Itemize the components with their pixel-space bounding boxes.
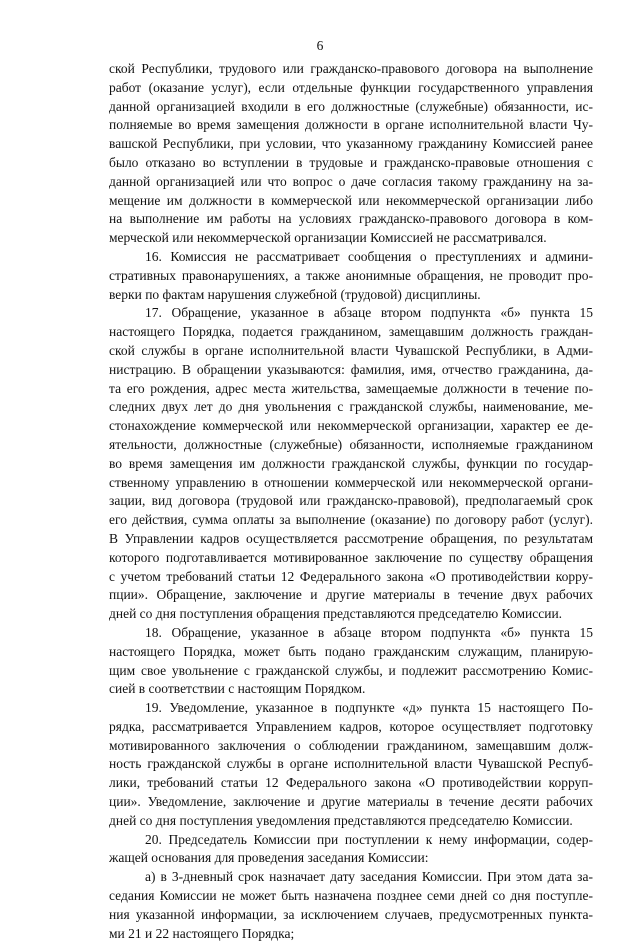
text-line: ния указанной информации, за исключением случаев, предусмотренных пункта-: [109, 906, 593, 922]
text-line: та его рождения, адрес места жительства, замещаемые должности в течение по-: [109, 380, 593, 396]
text-line: на выполнение им работы на условиях гражданско-правового договора в ком-: [109, 211, 593, 227]
document-body: [109, 60, 593, 943]
text-line: 20. Председатель Комиссии при поступлении к нему информации, содер-: [145, 831, 593, 847]
text-line: данной организацией входили в его должностные (служебные) обязанности, ис-: [109, 98, 593, 114]
text-line: верки по фактам нарушения служебной (трудовой) дисциплины.: [109, 286, 481, 302]
text-line: седания Комиссии не может быть назначена позднее семи дней со дня поступле-: [109, 888, 593, 904]
paragraph: [109, 60, 593, 248]
text-line: а) в 3-дневный срок назначает дату заседания Комиссии. При этом дата за-: [145, 869, 593, 885]
text-line: данной организацией или что вопрос о даче согласия такому гражданину на за-: [109, 173, 593, 189]
text-line: ятельности, должностные (служебные) обязанности, исполняемые гражданином: [109, 436, 593, 452]
text-line: 18. Обращение, указанное в абзаце втором подпункта «б» пункта 15: [145, 624, 593, 640]
page-number: 6: [316, 38, 324, 53]
text-line: пции». Обращение, заключение и другие материалы в течение двух рабочих: [109, 587, 593, 603]
text-line: лики, требований статьи 12 Федерального закона «О противодействии корруп-: [109, 775, 593, 791]
text-line: мерческой или некоммерческой организации Комиссией не рассматривался.: [109, 230, 547, 246]
text-line: ственному управлению в отношении коммерческой или некоммерческой органи-: [109, 474, 593, 490]
text-line: рядка, рассматривается Управлением кадров, которое осуществляет подготовку: [109, 718, 593, 734]
text-line: дней со дня поступления уведомления представляются председателю Комиссии.: [109, 812, 573, 828]
text-line: вашской Республики, при условии, что указанному гражданину Комиссией ранее: [109, 136, 593, 152]
text-line: сией в соответствии с настоящим Порядком.: [109, 681, 366, 697]
text-line: ми 21 и 22 настоящего Порядка;: [109, 925, 295, 941]
paragraph: [109, 304, 593, 624]
text-line: ции». Уведомление, заключение и другие материалы в течение десяти рабочих: [109, 794, 593, 810]
text-line: стонахождение коммерческой или некоммерческой организации, характер ее де-: [109, 418, 593, 434]
text-line: его действия, сумма оплаты за выполнение (оказание) по договору работ (услуг).: [109, 512, 593, 528]
text-line: во время замещения им должности гражданской службы, функции по государ-: [109, 455, 593, 471]
text-line: жащей основания для проведения заседания Комиссии:: [109, 850, 429, 866]
paragraph: [109, 624, 593, 699]
text-line: ность гражданской службы в органе исполнительной власти Чувашской Респуб-: [109, 756, 593, 772]
text-line: зации, вид договора (трудовой или гражданско-правовой), предполагаемый срок: [109, 493, 593, 509]
paragraph: [109, 248, 593, 304]
text-line: В Управлении кадров осуществляется рассмотрение обращения, по результатам: [109, 530, 593, 546]
text-line: полняемые во время замещения должности в органе исполнительной власти Чу-: [109, 117, 593, 133]
text-line: 16. Комиссия не рассматривает сообщения о преступлениях и админи-: [145, 248, 593, 264]
text-line: настоящего Порядка, подается гражданином, замещавшим должность граждан-: [109, 324, 593, 340]
text-line: с учетом требований статьи 12 Федерального закона «О противодействии корру-: [109, 568, 593, 584]
text-line: ской Республики, трудового или гражданско-правового договора на выполнение: [109, 61, 593, 76]
text-line: стративных правонарушениях, а также анонимные обращения, не проводит про-: [109, 267, 593, 283]
paragraph: [109, 868, 593, 943]
text-line: ской службы в органе исполнительной власти Чувашской Республики, в Адми-: [109, 342, 593, 358]
text-line: щим свое увольнение с гражданской службы, и подлежит рассмотрению Комис-: [109, 662, 593, 678]
text-line: нистрацию. В обращении указываются: фамилия, имя, отчество гражданина, да-: [109, 361, 593, 377]
text-line: дней со дня поступления обращения представляются председателю Комиссии.: [109, 606, 563, 622]
text-line: 19. Уведомление, указанное в подпункте «д» пункта 15 настоящего По-: [145, 700, 593, 716]
text-line: настоящего Порядка, может быть подано гражданским служащим, планирую-: [109, 643, 593, 659]
text-line: 17. Обращение, указанное в абзаце втором подпункта «б» пункта 15: [145, 305, 593, 321]
text-line: работ (оказание услуг), если отдельные функции государственного управления: [109, 79, 593, 95]
paragraph: [109, 831, 593, 869]
text-line: мещение им должности в коммерческой или некоммерческой организации либо: [109, 192, 593, 208]
text-line: было отказано во вступлении в трудовые и гражданско-правовые отношения с: [109, 154, 593, 170]
text-line: которого подготавливается мотивированное заключение по существу обращения: [109, 549, 593, 565]
text-line: мотивированного заключения о соблюдении гражданином, замещавшим долж-: [109, 737, 593, 753]
text-line: следних двух лет до дня увольнения с гражданской службы, наименование, ме-: [109, 399, 593, 415]
paragraph: [109, 699, 593, 831]
